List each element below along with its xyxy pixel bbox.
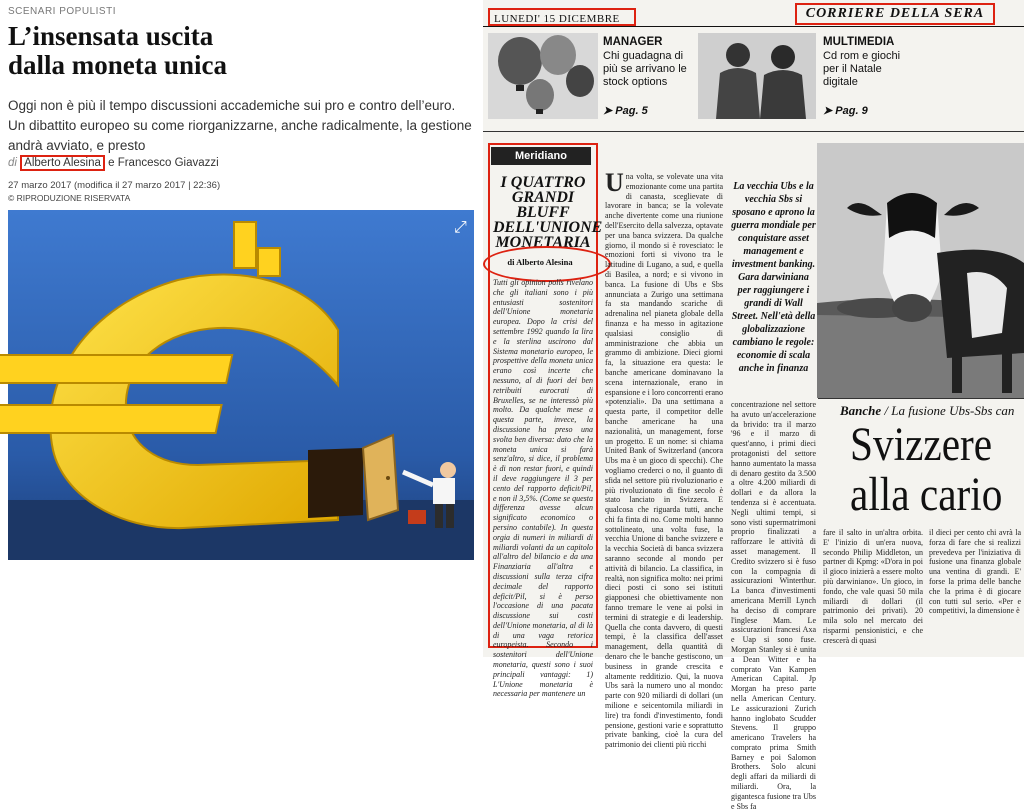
section-kicker-bold: Banche xyxy=(840,403,882,418)
newspaper-date: LUNEDI' 15 DICEMBRE xyxy=(488,8,636,26)
author-link-alesina[interactable]: Alberto Alesina xyxy=(20,155,105,171)
byline-prefix: di xyxy=(8,157,17,169)
article-date: 27 marzo 2017 (modifica il 27 marzo 2017 | 22:36) xyxy=(8,180,221,191)
big-headline xyxy=(850,420,1002,520)
promo-manager-text: Chi guadagna di più se arrivano le stock options xyxy=(603,50,687,88)
article-column-5: il dieci per cento chi avrà la forza di fare che si realizzi prevedeva per l'iniziativa di fusione una finanza globale una ventina di grandi. E' forse la prima delle banche che la prima è di giocare con tutti sul serio. «Per e competitivi, la dimensione è xyxy=(929,528,1021,616)
web-article xyxy=(0,0,480,657)
article-summary: Oggi non è più il tempo discussioni accademiche sui pro e contro dell’euro. Un dibattito europeo su come riorganizzarne, anche radicalmente, la gestione andrà avviato, e presto xyxy=(8,98,472,153)
balloons-photo xyxy=(488,33,598,119)
section-kicker[interactable]: SCENARI POPULISTI xyxy=(8,6,116,17)
arrow-right-icon: ➤ xyxy=(823,105,836,117)
newspaper-masthead: CORRIERE DELLA SERA xyxy=(795,3,995,25)
headline-line-1: L’insensata uscita xyxy=(8,21,214,51)
promo-manager-page xyxy=(603,104,648,117)
promo-multimedia-text: Cd rom e giochi per il Natale digitale xyxy=(823,50,901,88)
article-column-2 xyxy=(605,168,723,750)
big-headline-line-2: alla cario xyxy=(850,468,1003,521)
promo-rule xyxy=(483,131,1024,132)
article-column-3: concentrazione nel settore ha avuto un'accelerazione da brivido: tra il marzo '96 e il marzo di quest'anno, i primi dieci protagonisti del settore hanno aumentato la massa di denaro gestito da 3.500 a oltre 4.200 miliardi di dollari e da allora la tendenza si è accentuata. Negli ultimi tempi, si sono visti supermatrimoni proprio finalizzati a rafforzare le attività di asset management. Il Credito svizzero si è fuso con la compagnia di assicurazioni Winterthur. La banca d'investimenti americana Merrill Lynch ha deciso di comprare l'inglese Mam. Le assicurazioni francesi Axa e Uap si sono fuse. Morgan Stanley si è unita a Dean Witter e ha comprato Van Kampen American Capital. Jp Morgan ha preso parte nella American Century. Le assicurazioni Zurich hanno inglobato Scudder Stevens. Il gruppo americano Travelers ha comprato prima Smith Barney e poi Salomon Brothers. Solo alcuni degli affari da miliardi di miliardi. Ora, la gigantesca fusione tra Ubs e Sbs fa xyxy=(731,400,816,811)
euro-sign-illustration xyxy=(8,210,474,560)
meridiano-label: Meridiano xyxy=(491,147,591,165)
promo-multimedia-title: MULTIMEDIA xyxy=(823,36,895,48)
byline-join: e xyxy=(108,157,115,169)
section-headline-kicker xyxy=(840,403,1014,419)
article-column-4: fare il salto in un'altra orbita. E' l'inizio di un'era nuova, secondo Philip Middleton, un partner di Kpmg: «D'ora in poi il gioco inizierà a essere molto più darwiniano». Un gioco, in fondo, che vale quasi 50 mila miliardi di dollari (il patrimonio dei privati). 20 mila solo nel mercato dei risparmi pensionistici, e che crescerà di quasi xyxy=(823,528,923,645)
byline xyxy=(8,157,219,169)
meridiano-body: Tutti gli opinion polls rivelano che gli italiani sono i più entusiasti sostenitori dell'Unione monetaria europea. Dopo la crisi del settembre 1992 quando la lira e la sterlina uscirono dal Sistema monetario europeo, le prospettive della moneta unica erano così incerte che nessuno, al di fuori dei ben retribuiti eurocrati di Bruxelles, se ne interessò più molto. Da qualche mese a questa parte, invece, la discussione ha preso una svolta ben diversa: dato che la moneta unica si farà senz'altro, si dice, il problema è di non restar fuori, e quindi il deve raggiungere il 3 per cento del rapporto deficit/Pil, e non il 3,5%. (Come se questa differenza avesse alcun significato economico o persino contabile). In questa orgia di numeri in miliardi di miliardi volanti da un capitolo all'altro del bilancio e da una Finanziaria all'altra e discussioni sulla terza cifra decimale del rapporto deficit/Pil, si è perso l'occasione di una pacata discussione sui costi dell'Unione monetaria, al di là di una vaga retorica europeista. Secondo i sostenitori dell'Unione monetaria, questi sono i suoi principali vantaggi: 1) L'Unione monetaria è necessaria per mantenere un xyxy=(493,278,593,699)
meridiano-headline: I QUATTRO GRANDI BLUFF DELL'UNIONE MONETARIA xyxy=(493,174,603,251)
headline-line-2: dalla moneta unica xyxy=(8,50,228,80)
cow-photo xyxy=(817,143,1024,398)
arrow-right-icon: ➤ xyxy=(603,105,616,117)
multimedia-photo xyxy=(698,33,816,119)
newspaper-page xyxy=(483,0,1024,811)
article-illustration[interactable] xyxy=(8,210,474,560)
section-kicker-rest: / La fusione Ubs-Sbs can xyxy=(884,403,1015,418)
kicker-rule xyxy=(818,398,1024,399)
meridiano-byline: di Alberto Alesina xyxy=(507,257,573,267)
promo-manager-page-label: Pag. 5 xyxy=(615,105,648,117)
author-link-giavazzi[interactable]: Francesco Giavazzi xyxy=(117,157,219,169)
article-column-2-text: na volta, se volevate una vita emozionante come una partita di canasta, sceglievate di lavorare in banca; se la volevate anche divertente come una riunione dell'Esercito della salvezza, optavate per una banca svizzera. Da qualche giorno, il mondo si è rovesciato: le emozioni forti si vivono tra le latitudine di Lugano, a sud, e quella di Basilea, a nord; e si vivono in banca. La fusione di Ubs e Sbs annunciata a Zurigo una settimana fa sta mandando scariche di adrenalina nel pianeta globale della finanza e ha messo in agitazione qualsiasi consiglio di amministrazione che abbia un grammo di ambizione. Dieci giorni fa, la situazione era questa: le banche americane dominavano la scena internazionale, erano in espansione e i loro concorrenti erano «potenziali». Da una settimana a questa parte, il competitor delle banche americane ha una nazionalità, un management, forse un progetto. E un nome: si chiama United Bank of Switzerland (ancora Ubs ma è un gioco di specchi). Che vogliamo crederci o no, il guanto di sfida nel settore più rivoluzionario e più rivoluzionato di fine secolo è stato lanciato in Svizzera. E qualcosa che riguarda tutti, anche chi fa finta di no. Come molti hanno sottolineato, una volta fuse, la vecchia Unione di banche svizzere e la vecchia Società di banca svizzera saranno seconde al mondo per attività di bilancio. La classifica, in realtà, non significa molto: nei primi dieci posti ci sono sei istituti giapponesi che obiettivamente non fanno tremare le vene ai polsi in termini di strategie e di leadership. Quella che conta davvero, di questi tempi, è la classifica dell'asset management, della quantità di denaro che le banche gestiscono, un business in grande crescita e altamente redditizio. Qui, la nuova Ubs sarà la numero uno al mondo: parte con 920 miliardi di dollari (un milione e seicentomila miliardi in lire) tra fondi d'investimento, fondi pensione, gestioni varie e soprattutto private banking, cioè la cura del patrimonio dei clienti più ricchi xyxy=(605,172,723,750)
standfirst: La vecchia Ubs e la vecchia Sbs si sposano e aprono la guerra mondiale per conquistare asset management e investment banking. Gara darwiniana per raggiungere i grandi di Wall Street. Nell'età della globalizzazione cambiano le regole: economie di scala anche in finanza xyxy=(731,181,816,374)
big-headline-line-1: Svizzere xyxy=(850,418,993,471)
promo-multimedia-page xyxy=(823,104,868,117)
dropcap: U xyxy=(605,168,624,197)
promo-multimedia-page-label: Pag. 9 xyxy=(835,105,868,117)
copyright-notice: © RIPRODUZIONE RISERVATA xyxy=(8,193,131,203)
masthead-rule xyxy=(483,26,1024,27)
expand-arrows-icon[interactable]: ⤢ xyxy=(448,218,466,236)
article-headline xyxy=(8,22,468,80)
promo-manager-title: MANAGER xyxy=(603,36,663,48)
